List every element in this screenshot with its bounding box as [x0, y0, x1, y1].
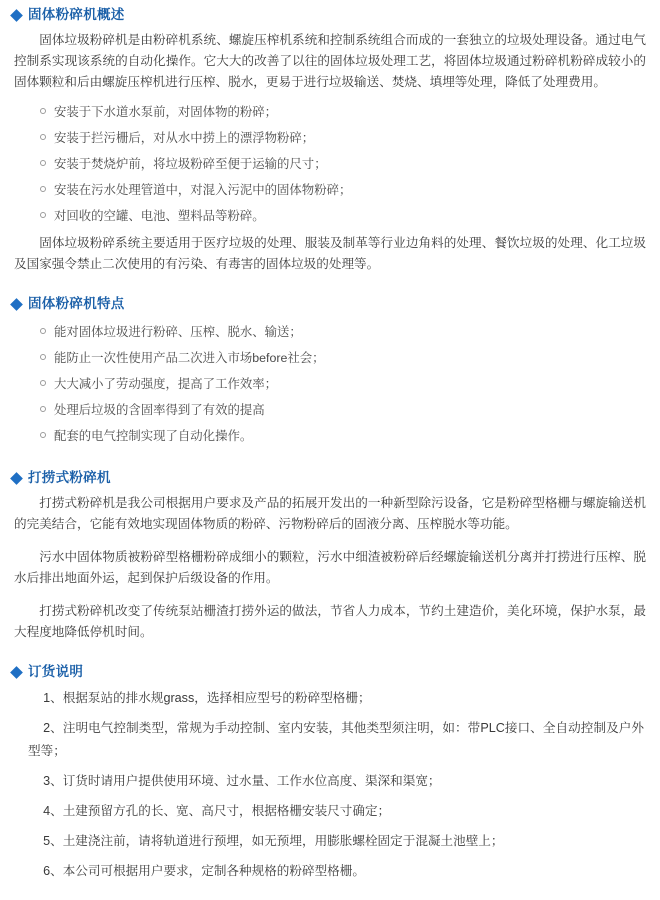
list-item: 2、注明电气控制类型，常规为手动控制、室内安装，其他类型须注明，如：带PLC接口、全自动控制及户外型等；	[28, 721, 644, 758]
circle-bullet-icon	[40, 186, 46, 192]
section-title: 打捞式粉碎机	[28, 470, 111, 485]
list-item	[40, 397, 650, 423]
list-item-label: 配套的电气控制实现了自动化操作。	[54, 429, 253, 443]
section-heading-features	[10, 295, 650, 313]
circle-bullet-icon	[40, 432, 46, 438]
list-item	[40, 319, 650, 345]
section-title: 固体粉碎机概述	[28, 7, 125, 22]
list-item	[40, 345, 650, 371]
circle-bullet-icon	[40, 380, 46, 386]
list-item-label: 安装于下水道水泵前，对固体物的粉碎；	[54, 105, 278, 119]
overview-bullet-list	[10, 99, 650, 229]
diamond-bullet-icon	[10, 9, 23, 22]
list-item: 4、土建预留方孔的长、宽、高尺寸，根据格栅安装尺寸确定；	[43, 804, 391, 818]
list-item	[40, 177, 650, 203]
circle-bullet-icon	[40, 354, 46, 360]
list-item-label: 安装于拦污栅后，对从水中捞上的漂浮物粉碎；	[54, 131, 315, 145]
diamond-bullet-icon	[10, 666, 23, 679]
circle-bullet-icon	[40, 328, 46, 334]
list-item-label: 能对固体垃圾进行粉碎、压榨、脱水、输送；	[54, 325, 302, 339]
list-item	[40, 203, 650, 229]
list-item-label: 大大减小了劳动强度，提高了工作效率；	[54, 377, 278, 391]
diamond-bullet-icon	[10, 472, 23, 485]
list-item: 3、订货时请用户提供使用环境、过水量、工作水位高度、渠深和渠宽；	[43, 774, 441, 788]
list-item-label: 安装在污水处理管道中，对混入污泥中的固体物粉碎；	[54, 183, 352, 197]
overview-intro-paragraph: 固体垃圾粉碎机是由粉碎机系统、螺旋压榨机系统和控制系统组合而成的一套独立的垃圾处理设备。通过电气控制系实现该系统的自动化操作。它大大的改善了以往的固体垃圾处理工艺，将固体垃圾通过粉碎机粉碎成较小的固体颗粒和后由螺旋压榨机进行压榨、脱水，更易于进行垃圾输送、焚烧、填埋等处理，降低了处理费用。	[14, 33, 646, 89]
dredging-paragraph-3: 打捞式粉碎机改变了传统泵站栅渣打捞外运的做法，节省人力成本，节约土建造价，美化环境，保护水泵，最大程度地降低停机时间。	[14, 604, 646, 639]
dredging-paragraph-1: 打捞式粉碎机是我公司根据用户要求及产品的拓展开发出的一种新型除污设备，它是粉碎型格栅与螺旋输送机的完美结合，它能有效地实现固体物质的粉碎、污物粉碎后的固液分离、压榨脱水等功能。	[14, 496, 646, 531]
section-title: 订货说明	[28, 664, 84, 679]
circle-bullet-icon	[40, 108, 46, 114]
overview-outro-paragraph: 固体垃圾粉碎系统主要适用于医疗垃圾的处理、服装及制革等行业边角料的处理、餐饮垃圾的处理、化工垃圾及国家强令禁止二次使用的有污染、有毒害的固体垃圾的处理等。	[14, 236, 646, 271]
section-title: 固体粉碎机特点	[28, 296, 125, 311]
diamond-bullet-icon	[10, 298, 23, 311]
circle-bullet-icon	[40, 160, 46, 166]
list-item-label: 安装于焚烧炉前，将垃圾粉碎至便于运输的尺寸；	[54, 157, 327, 171]
list-item-label: 能防止一次性使用产品二次进入市场before社会；	[54, 351, 325, 365]
circle-bullet-icon	[40, 406, 46, 412]
circle-bullet-icon	[40, 134, 46, 140]
ordering-instructions-list	[10, 687, 650, 883]
list-item-label: 处理后垃圾的含固率得到了有效的提高	[54, 403, 265, 417]
circle-bullet-icon	[40, 212, 46, 218]
list-item	[40, 99, 650, 125]
list-item: 6、本公司可根据用户要求，定制各种规格的粉碎型格栅。	[43, 864, 365, 878]
section-heading-overview	[10, 6, 650, 24]
features-bullet-list	[10, 319, 650, 449]
list-item: 5、土建浇注前，请将轨道进行预埋，如无预埋，用膨胀螺栓固定于混凝土池壁上；	[43, 834, 504, 848]
list-item-label: 对回收的空罐、电池、塑料品等粉碎。	[54, 209, 265, 223]
section-heading-ordering	[10, 663, 650, 681]
list-item	[40, 125, 650, 151]
list-item: 1、根据泵站的排水规grass，选择相应型号的粉碎型格栅；	[43, 691, 371, 705]
dredging-paragraph-2: 污水中固体物质被粉碎型格栅粉碎成细小的颗粒，污水中细渣被粉碎后经螺旋输送机分离并打捞进行压榨、脱水后排出地面外运，起到保护后级设备的作用。	[14, 550, 646, 585]
section-heading-dredging-type	[10, 469, 650, 487]
list-item	[40, 371, 650, 397]
list-item	[40, 423, 650, 449]
list-item	[40, 151, 650, 177]
